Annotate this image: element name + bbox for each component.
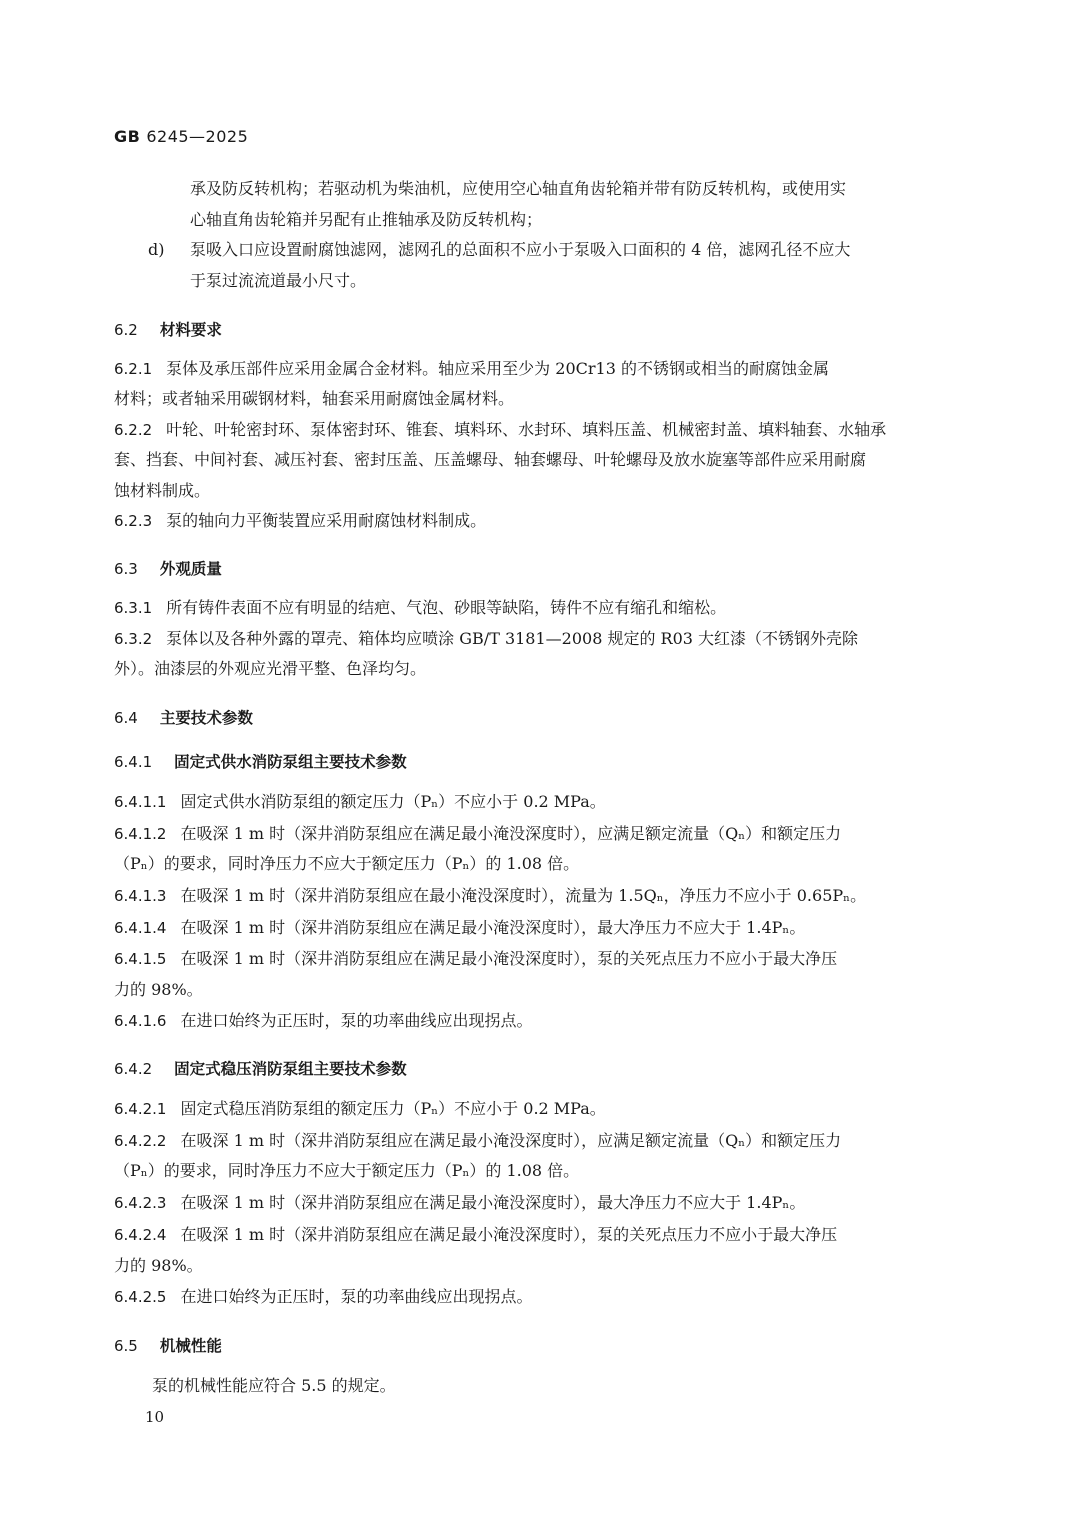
list-item-d	[148, 242, 850, 258]
clause-6-4-2-5: 6.4.2.5 在进口始终为正压时，泵的功率曲线应出现拐点。	[114, 1287, 533, 1306]
clause-6-3-2: 6.3.2 泵体以及各种外露的罩壳、箱体均应喷涂 GB/T 3181—2008 规定的 R03 大红漆（不锈钢外壳除	[114, 629, 859, 648]
text-line: 承及防反转机构；若驱动机为柴油机，应使用空心轴直角齿轮箱并带有防反转机构，或使用实	[190, 179, 847, 198]
section-heading-6-4: 6.4 主要技术参数	[114, 709, 253, 727]
clause-6-4-1-2: 6.4.1.2 在吸深 1 m 时（深井消防泵组应在满足最小淹没深度时），应满足额定流量（Qₙ）和额定压力	[114, 824, 842, 843]
text-line: 心轴直角齿轮箱并另配有止推轴承及防反转机构；	[190, 210, 543, 229]
section-heading-6-4-2: 6.4.2 固定式稳压消防泵组主要技术参数	[114, 1060, 407, 1078]
standard-number: 6245—2025	[146, 127, 249, 146]
clause-6-4-2-4: 6.4.2.4 在吸深 1 m 时（深井消防泵组应在满足最小淹没深度时），泵的关死点压力不应小于最大净压	[114, 1225, 838, 1244]
clause-6-4-1-1: 6.4.1.1 固定式供水消防泵组的额定压力（Pₙ）不应小于 0.2 MPa。	[114, 792, 606, 811]
clause-6-2-3: 6.2.3 泵的轴向力平衡装置应采用耐腐蚀材料制成。	[114, 511, 487, 530]
text-line: 于泵过流流道最小尺寸。	[190, 271, 367, 290]
clause-6-3-1: 6.3.1 所有铸件表面不应有明显的结疤、气泡、砂眼等缺陷，铸件不应有缩孔和缩松。	[114, 598, 727, 617]
clause-6-4-2-2: 6.4.2.2 在吸深 1 m 时（深井消防泵组应在满足最小淹没深度时），应满足额定流量（Qₙ）和额定压力	[114, 1131, 842, 1150]
text-line: 力的 98%。	[114, 1256, 203, 1275]
text-line: （Pₙ）的要求，同时净压力不应大于额定压力（Pₙ）的 1.08 倍。	[114, 854, 580, 873]
clause-6-4-2-1: 6.4.2.1 固定式稳压消防泵组的额定压力（Pₙ）不应小于 0.2 MPa。	[114, 1099, 606, 1118]
text-line: 力的 98%。	[114, 980, 203, 999]
clause-6-2-1: 6.2.1 泵体及承压部件应采用金属合金材料。轴应采用至少为 20Cr13 的不锈钢或相当的耐腐蚀金属	[114, 359, 829, 378]
text-line: 蚀材料制成。	[114, 481, 211, 500]
text-line: （Pₙ）的要求，同时净压力不应大于额定压力（Pₙ）的 1.08 倍。	[114, 1161, 580, 1180]
clause-6-4-1-6: 6.4.1.6 在进口始终为正压时，泵的功率曲线应出现拐点。	[114, 1011, 533, 1030]
section-heading-6-4-1: 6.4.1 固定式供水消防泵组主要技术参数	[114, 753, 407, 771]
text-line: 泵的机械性能应符合 5.5 的规定。	[152, 1376, 396, 1395]
standard-prefix: GB	[114, 127, 141, 146]
page-header	[114, 127, 248, 146]
text-line: 套、挡套、中间衬套、减压衬套、密封压盖、压盖螺母、轴套螺母、叶轮螺母及放水旋塞等部件应采用耐腐	[114, 450, 867, 469]
page-number: 10	[145, 1408, 165, 1426]
list-label: d)	[148, 240, 165, 259]
clause-6-4-1-5: 6.4.1.5 在吸深 1 m 时（深井消防泵组应在满足最小淹没深度时），泵的关死点压力不应小于最大净压	[114, 949, 838, 968]
section-heading-6-2: 6.2 材料要求	[114, 321, 222, 339]
text-line: 外）。油漆层的外观应光滑平整、色泽均匀。	[114, 659, 427, 678]
section-heading-6-5: 6.5 机械性能	[114, 1337, 222, 1355]
text-line: 材料；或者轴采用碳钢材料，轴套采用耐腐蚀金属材料。	[114, 389, 515, 408]
clause-6-4-1-3: 6.4.1.3 在吸深 1 m 时（深井消防泵组应在最小淹没深度时），流量为 1.5Qₙ，净压力不应小于 0.65Pₙ。	[114, 886, 867, 905]
clause-6-2-2: 6.2.2 叶轮、叶轮密封环、泵体密封环、锥套、填料环、水封环、填料压盖、机械密封盖、填料轴套、水轴承	[114, 420, 887, 439]
clause-6-4-2-3: 6.4.2.3 在吸深 1 m 时（深井消防泵组应在满足最小淹没深度时），最大净压力不应大于 1.4Pₙ。	[114, 1193, 806, 1212]
section-heading-6-3: 6.3 外观质量	[114, 560, 222, 578]
clause-6-4-1-4: 6.4.1.4 在吸深 1 m 时（深井消防泵组应在满足最小淹没深度时），最大净压力不应大于 1.4Pₙ。	[114, 918, 806, 937]
list-item-text: 泵吸入口应设置耐腐蚀滤网，滤网孔的总面积不应小于泵吸入口面积的 4 倍，滤网孔径不应大	[190, 240, 851, 259]
